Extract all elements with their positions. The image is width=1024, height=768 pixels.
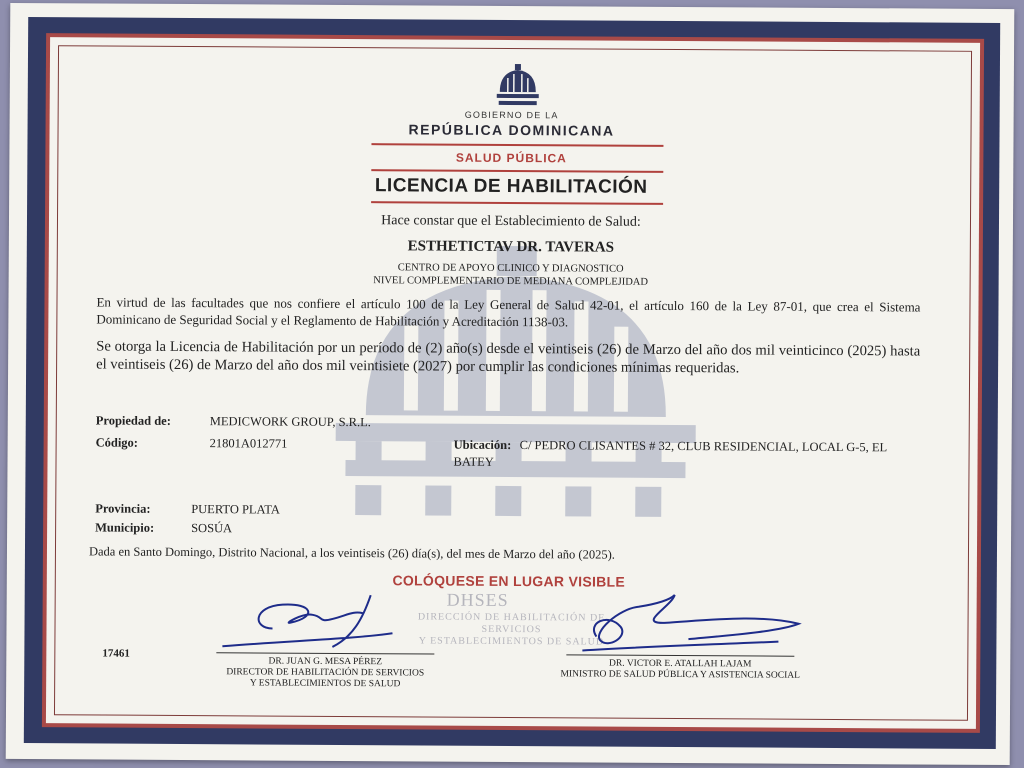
header-gobierno: GOBIERNO DE LA xyxy=(464,109,559,121)
ubicacion-value-line2: BATEY xyxy=(453,454,494,469)
license-grant-paragraph: Se otorga la Licencia de Habilitación por un período de (2) año(s) desde el veintiseis (26) de Marzo del año dos mil veinticinco (2025) hasta el veintiseis (26) de Marzo del año dos mil veintisiete (2027) por cumplir las condiciones mínimas requeridas. xyxy=(96,338,921,377)
codigo-value: 21801A012771 xyxy=(209,436,288,451)
certificate-paper xyxy=(6,3,1015,765)
minister-title-line1: MINISTRO DE SALUD PÚBLICA Y ASISTENCIA SOCIAL xyxy=(560,669,800,681)
legal-basis-paragraph: En virtud de las facultades que nos confiere el artículo 100 de la Ley General de Salud 42-01, el artículo 160 de la Ley 87-01, que crea el Sistema Dominicano de Seguridad Social y el Reglamento de Habilitación y Acreditación 1138-03. xyxy=(96,294,921,330)
government-dome-icon xyxy=(495,64,541,108)
director-name-block xyxy=(206,656,444,690)
propiedad-label: Propiedad de: xyxy=(95,413,171,428)
director-title-line2: Y ESTABLECIMIENTOS DE SALUD xyxy=(249,678,401,690)
signature-line-director xyxy=(216,652,434,654)
dome-watermark-icon xyxy=(325,245,707,547)
establishment-name: ESTHETICTAV DR. TAVERAS xyxy=(407,238,615,256)
ubicacion-label: Ubicación: xyxy=(453,437,512,453)
certificate-title: LICENCIA DE HABILITACIÓN xyxy=(374,175,648,198)
propiedad-value: MEDICWORK GROUP, S.R.L. xyxy=(209,414,371,430)
director-title-line1: DIRECTOR DE HABILITACIÓN DE SERVICIOS xyxy=(226,667,425,679)
certificate-content xyxy=(6,3,1015,765)
header-republica: REPÚBLICA DOMINICANA xyxy=(408,121,615,139)
signature-line-minister xyxy=(566,654,794,656)
dhses-seal-line1: DIRECCIÓN DE HABILITACIÓN DE SERVICIOS xyxy=(417,611,606,636)
signature-director xyxy=(212,588,402,651)
provincia-value: PUERTO PLATA xyxy=(191,502,280,517)
header-divider-top xyxy=(371,143,663,147)
dhses-seal-line2: Y ESTABLECIMIENTOS DE SALUD xyxy=(418,635,605,648)
issue-date-text: Dada en Santo Domingo, Distrito Nacional, a los veintiseis (26) día(s), del mes de Marzo del año (2025). xyxy=(88,544,615,562)
dhses-seal-acronym: DHSES xyxy=(446,589,509,610)
municipio-value: SOSÚA xyxy=(191,521,233,536)
certificate-number: 17461 xyxy=(102,647,130,660)
header-divider-bottom xyxy=(371,169,663,173)
title-divider xyxy=(371,201,663,205)
minister-name: DR. VICTOR E. ATALLAH LAJAM xyxy=(609,658,752,670)
intro-text: Hace constar que el Establecimiento de Salud: xyxy=(381,213,641,230)
provincia-label: Provincia: xyxy=(95,501,151,516)
minister-name-block xyxy=(556,658,804,682)
municipio-label: Municipio: xyxy=(95,520,155,535)
establishment-level: NIVEL COMPLEMENTARIO DE MEDIANA COMPLEJIDAD xyxy=(373,275,649,288)
ubicacion-value-line1: C/ PEDRO CLISANTES # 32, CLUB RESIDENCIAL, LOCAL G-5, EL xyxy=(519,438,888,455)
codigo-label: Código: xyxy=(95,435,139,450)
director-name: DR. JUAN G. MESA PÉREZ xyxy=(268,656,383,668)
header-ministry: SALUD PÚBLICA xyxy=(455,150,567,166)
establishment-type: CENTRO DE APOYO CLINICO Y DIAGNOSTICO xyxy=(397,262,624,275)
display-notice: COLÓQUESE EN LUGAR VISIBLE xyxy=(392,572,626,590)
signature-minister xyxy=(578,592,808,655)
